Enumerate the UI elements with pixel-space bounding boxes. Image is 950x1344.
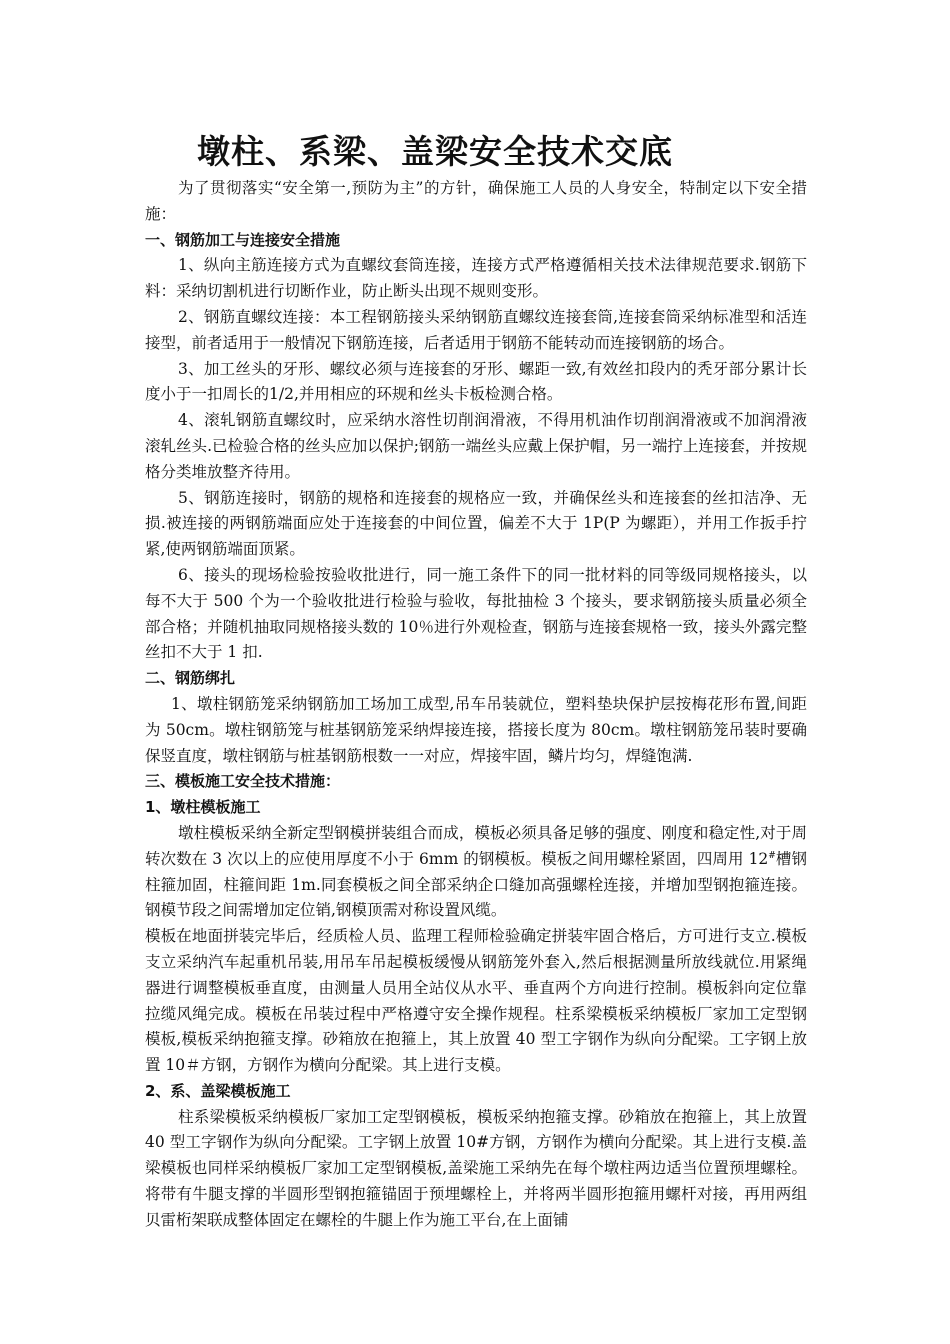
section-1-item-4: 4、滚轧钢筋直螺纹时，应采纳水溶性切削润滑液，不得用机油作切削润滑液或不加润滑液滚轧丝头.已检验合格的丝头应加以保护;钢筋一端丝头应戴上保护帽，另一端拧上连接套，并按规格分类堆放整齐待用。 <box>145 411 807 481</box>
paragraph-1-part-b: 槽钢柱箍加固，柱箍间距 1m.同套模板之间全部采纳企口缝加高强螺栓连接，并增加型钢抱箍连接。钢模节段之间需增加定位销,钢模顶需对称设置风缆。 <box>145 849 807 920</box>
section-1-item-6: 6、接头的现场检验按验收批进行，同一施工条件下的同一批材料的同等级同规格接头，以每不大于 500 个为一个验收批进行检验与验收，每批抽检 3 个接头，要求钢筋接头质量必须全部合格；并随机抽取同规格接头数的 10％进行外观检查，钢筋与连接套规格一致，接头外露完整丝扣不大于 1 扣. <box>145 565 807 662</box>
intro-paragraph: 为了贯彻落实“安全第一,预防为主”的方针，确保施工人员的人身安全，特制定以下安全措施： <box>145 179 807 223</box>
section-3-subheading-2: 2、系、盖梁模板施工 <box>145 1081 291 1100</box>
section-2-item-1: 1、墩柱钢筋笼采纳钢筋加工场加工成型,吊车吊装就位，塑料垫块保护层按梅花形布置,间距为 50cm。墩柱钢筋笼与桩基钢筋笼采纳焊接连接，搭接长度为 80cm。墩柱钢筋笼吊装时要确保竖直度，墩柱钢筋与桩基钢筋根数一一对应，焊接牢固，鳞片均匀，焊缝饱满. <box>145 694 807 765</box>
section-1-item-1: 1、纵向主筋连接方式为直螺纹套筒连接，连接方式严格遵循相关技术法律规范要求.钢筋下料：采纳切割机进行切断作业，防止断头出现不规则变形。 <box>145 256 807 301</box>
section-3-paragraph-2: 模板在地面拼装完毕后，经质检人员、监理工程师检验确定拼装牢固合格后，方可进行支立.模板支立采纳汽车起重机吊装,用吊车吊起模板缓慢从钢筋笼外套入,然后根据测量所放线就位.用紧绳器进行调整模板垂直度，由测量人员用全站仪从水平、垂直两个方向进行控制。模板斜向定位靠拉缆风绳完成。模板在吊装过程中严格遵守安全操作规程。柱系梁模板采纳模板厂家加工定型钢模板,模板采纳抱箍支撑。砂箱放在抱箍上，其上放置 40 型工字钢作为纵向分配梁。工字钢上放置 10＃方钢，方钢作为横向分配梁。其上进行支模。 <box>145 927 807 1075</box>
section-1-item-5: 5、钢筋连接时，钢筋的规格和连接套的规格应一致，并确保丝头和连接套的丝扣洁净、无损.被连接的两钢筋端面应处于连接套的中间位置，偏差不大于 1P(P 为螺距），并用工作扳手拧紧,使两钢筋端面顶紧。 <box>145 488 807 559</box>
section-1-heading: 一、钢筋加工与连接安全措施 <box>145 230 341 249</box>
section-3-heading: 三、模板施工安全技术措施： <box>145 772 341 791</box>
section-2-heading: 二、钢筋绑扎 <box>145 669 236 688</box>
section-1-item-3: 3、加工丝头的牙形、螺纹必须与连接套的牙形、螺距一致,有效丝扣段内的秃牙部分累计长度小于一扣周长的1/2,并用相应的环规和丝头卡板检测合格。 <box>145 359 807 404</box>
document-title: 墩柱、系梁、盖梁安全技术交底 <box>197 132 673 171</box>
channel-steel-mark: # <box>768 850 776 861</box>
section-3-paragraph-1 <box>145 821 807 924</box>
section-3-subheading-1: 1、墩柱模板施工 <box>145 798 261 817</box>
document-page <box>145 128 807 1234</box>
section-3-paragraph-3: 柱系梁模板采纳模板厂家加工定型钢模板，模板采纳抱箍支撑。砂箱放在抱箍上，其上放置 40 型工字钢作为纵向分配梁。工字钢上放置 10#方钢，方钢作为横向分配梁。其上进行支模.盖梁模板也同样采纳模板厂家加工定型钢模板,盖梁施工采纳先在每个墩柱两边适当位置预埋螺栓。将带有牛腿支撑的半圆形型钢抱箍锚固于预埋螺栓上，并将两半圆形抱箍用螺杆对接，再用两组贝雷桁架联成整体固定在螺栓的牛腿上作为施工平台,在上面铺 <box>145 1107 807 1229</box>
paragraph-1-part-a: 墩柱模板采纳全新定型钢模拼装组合而成，模板必须具备足够的强度、刚度和稳定性,对于周转次数在 3 次以上的应使用厚度不小于 6mm 的钢模板。模板之间用螺栓紧固，四周用 12 <box>145 823 807 868</box>
section-1-item-2: 2、钢筋直螺纹连接：本工程钢筋接头采纳钢筋直螺纹连接套筒,连接套筒采纳标准型和活连接型，前者适用于一般情况下钢筋连接，后者适用于钢筋不能转动而连接钢筋的场合。 <box>145 307 807 352</box>
